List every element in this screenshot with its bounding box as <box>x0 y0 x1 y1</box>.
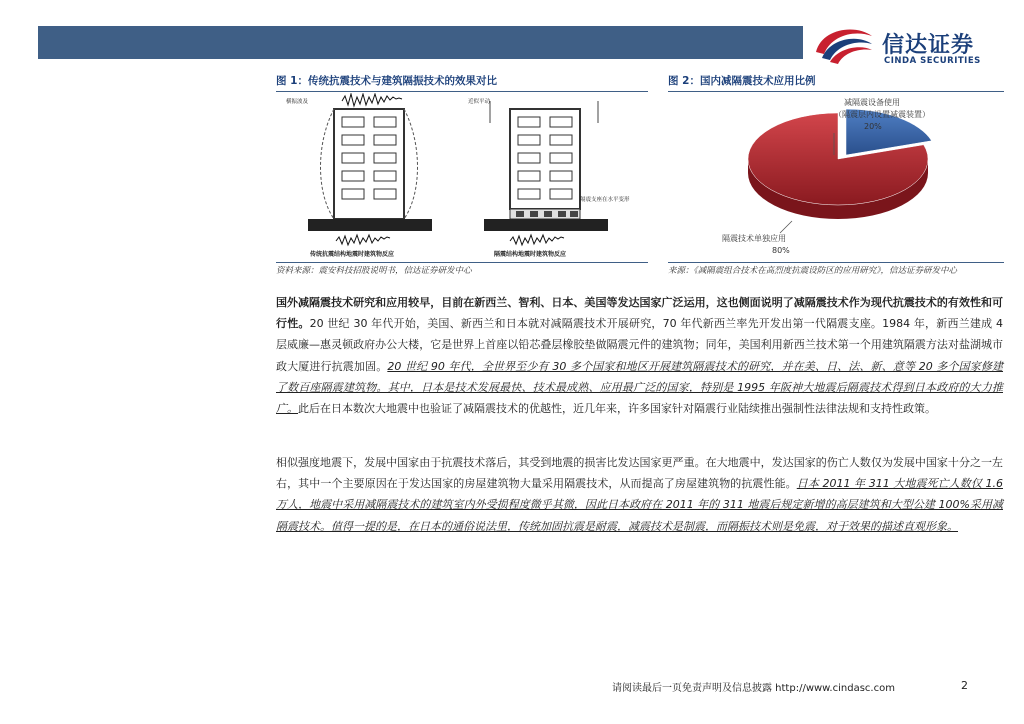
logo-swoosh-icon <box>812 20 876 68</box>
left-ground-wave <box>336 235 390 245</box>
label-left-caption: 传统抗震结构地震时建筑物反应 <box>310 251 395 258</box>
figure1-source: 资料来源：震安科技招股说明书，信达证券研发中心 <box>276 266 472 276</box>
left-top-wave <box>342 94 402 106</box>
paragraph-1-emph: 20 世纪 90 年代，全世界至少有 30 多个国家和地区开展建筑隔震技术的研究，并在美、日、法、新、意等 20 多个国家修建了数百座隔震建筑物。其中，日本是技术发展最快、技术最成熟、应用最广泛的国家，特别是 1995 年阪神大地震后隔震技术得到日本政府的大力推广。 <box>276 359 1004 416</box>
logo-name-cn: 信达证券 <box>882 33 975 58</box>
pie-label-large-value: 80% <box>772 246 790 255</box>
pie-label-large: 隔震技术单独应用 <box>722 234 786 243</box>
footer-disclaimer[interactable]: 请阅读最后一页免责声明及信息披露 http://www.cindasc.com <box>612 683 895 694</box>
paragraph-1-bold: 国外减隔震技术研究和应用较早，目前在新西兰、智利、日本、美国等发达国家广泛运用，这也侧面说明了减隔震技术作为现代抗震技术的有效性和可行性。 <box>276 296 1003 331</box>
logo-name-en: CINDA SECURITIES <box>884 56 981 66</box>
label-right-mid: 隔震支座在水平变形 <box>580 197 630 203</box>
figure2-pie-chart <box>668 93 1004 260</box>
figure2-bottom-rule <box>668 262 1004 263</box>
paragraph-2 <box>276 452 1003 537</box>
paragraph-1-normal2: 此后在日本数次大地震中也验证了减隔震技术的优越性，近几年来，许多国家针对隔震行业陆续推出强制性法律法规和支持性政策。 <box>298 402 936 416</box>
figure1-bottom-rule <box>276 262 648 263</box>
figure2-top-rule <box>668 91 1004 92</box>
isolated-building <box>510 109 580 219</box>
figure1-title: 图 1：传统抗震技术与建筑隔振技术的效果对比 <box>276 75 497 87</box>
paragraph-2-normal: 相似强度地震下，发展中国家由于抗震技术落后，其受到地震的损害比发达国家更严重。在大地震中，发达国家的伤亡人数仅为发展中国家十分之一左右，其中一个主要原因在于发达国家的房屋建筑物大量采用隔震技术，从而提高了房屋建筑物的抗震性能。 <box>276 456 1003 491</box>
figure2-source: 来源：《减隔震组合技术在高烈度抗震设防区的应用研究》，信达证券研发中心 <box>668 266 958 276</box>
brand-logo[interactable] <box>812 20 1002 68</box>
figure2-title: 图 2：国内减隔震技术应用比例 <box>668 75 816 87</box>
paragraph-1 <box>276 292 1003 419</box>
pie-label-small-line1: 减隔震设备使用 <box>844 98 900 107</box>
header-bar <box>38 26 803 59</box>
paragraph-1-normal1: 20 世纪 30 年代开始，美国、新西兰和日本就对减隔震技术开展研究，70 年代新西兰率先开发出第一代隔震支座。1984 年，新西兰建成 4 层威廉—惠灵顿政府办公大楼，它是世界上首座以铅芯叠层橡胶垫做隔震元件的建筑物；同年，美国利用新西兰技术第一个用建筑隔震方法对盐湖城市政大厦进行抗震加固。 <box>276 317 1004 373</box>
label-right-caption: 隔震结构地震时建筑物反应 <box>494 251 567 258</box>
label-left-top: 横振波及 <box>286 99 309 105</box>
figure1-top-rule <box>276 91 648 92</box>
traditional-building <box>321 109 418 219</box>
paragraph-2-emph: 日本 2011 年 311 大地震死亡人数仅 1.6 万人，地震中采用减隔震技术的建筑室内外受损程度微乎其微，因此日本政府在 2011 年的 311 地震后规定新增的高层建筑和大型公建 100%采用减隔震技术。值得一提的是，在日本的通俗说法里，传统加固抗震是耐震，减震技术是制震，而隔振技术则是免震，对于效果的描述直观形象。 <box>276 477 1003 533</box>
pie-label-small-value: 20% <box>864 122 882 131</box>
figure1-illustration <box>276 93 648 260</box>
right-ground-wave <box>510 235 564 245</box>
label-right-top: 近似平动 <box>468 99 491 105</box>
pie-label-small-line2: （隔震层内设置减震装置） <box>834 110 930 119</box>
page-number: 2 <box>961 679 968 692</box>
